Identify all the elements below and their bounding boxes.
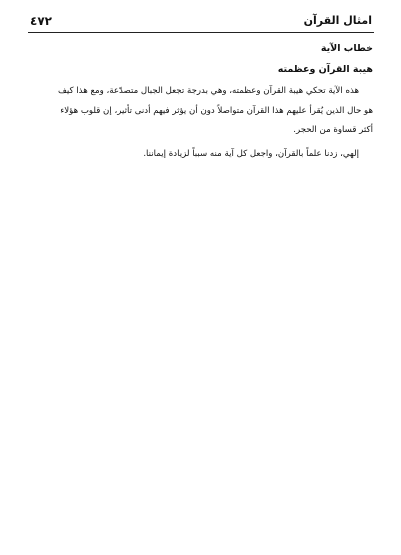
section-title: خطاب الآية <box>320 43 373 54</box>
paragraph-line: أكثر قساوة من الحجر. <box>293 125 373 135</box>
book-title: امثال القرآن <box>303 14 372 27</box>
page-content <box>30 40 373 164</box>
subsection-title: هيبة القرآن وعظمته <box>277 64 373 75</box>
header-divider <box>28 32 374 33</box>
body-paragraph <box>30 82 373 141</box>
page-number: ٤٧٢ <box>30 14 52 28</box>
paragraph-line: هذه الآية تحكي هيبة القرآن وعظمته، وهي بدرجة تجعل الجبال متصدّعة، ومع هذا كيف <box>57 86 359 96</box>
running-header <box>28 12 374 32</box>
prayer-paragraph <box>30 145 373 165</box>
paragraph-line: إلهي، زدنا علماً بالقرآن، واجعل كل آية منه سبباً لزيادة إيماننا. <box>143 148 359 159</box>
paragraph-line: هو حال الذين يُقرأ عليهم هذا القرآن متواصلاً دون أن يؤثر فيهم أدنى تأثير، إن قلوب هؤلاء <box>60 105 373 116</box>
